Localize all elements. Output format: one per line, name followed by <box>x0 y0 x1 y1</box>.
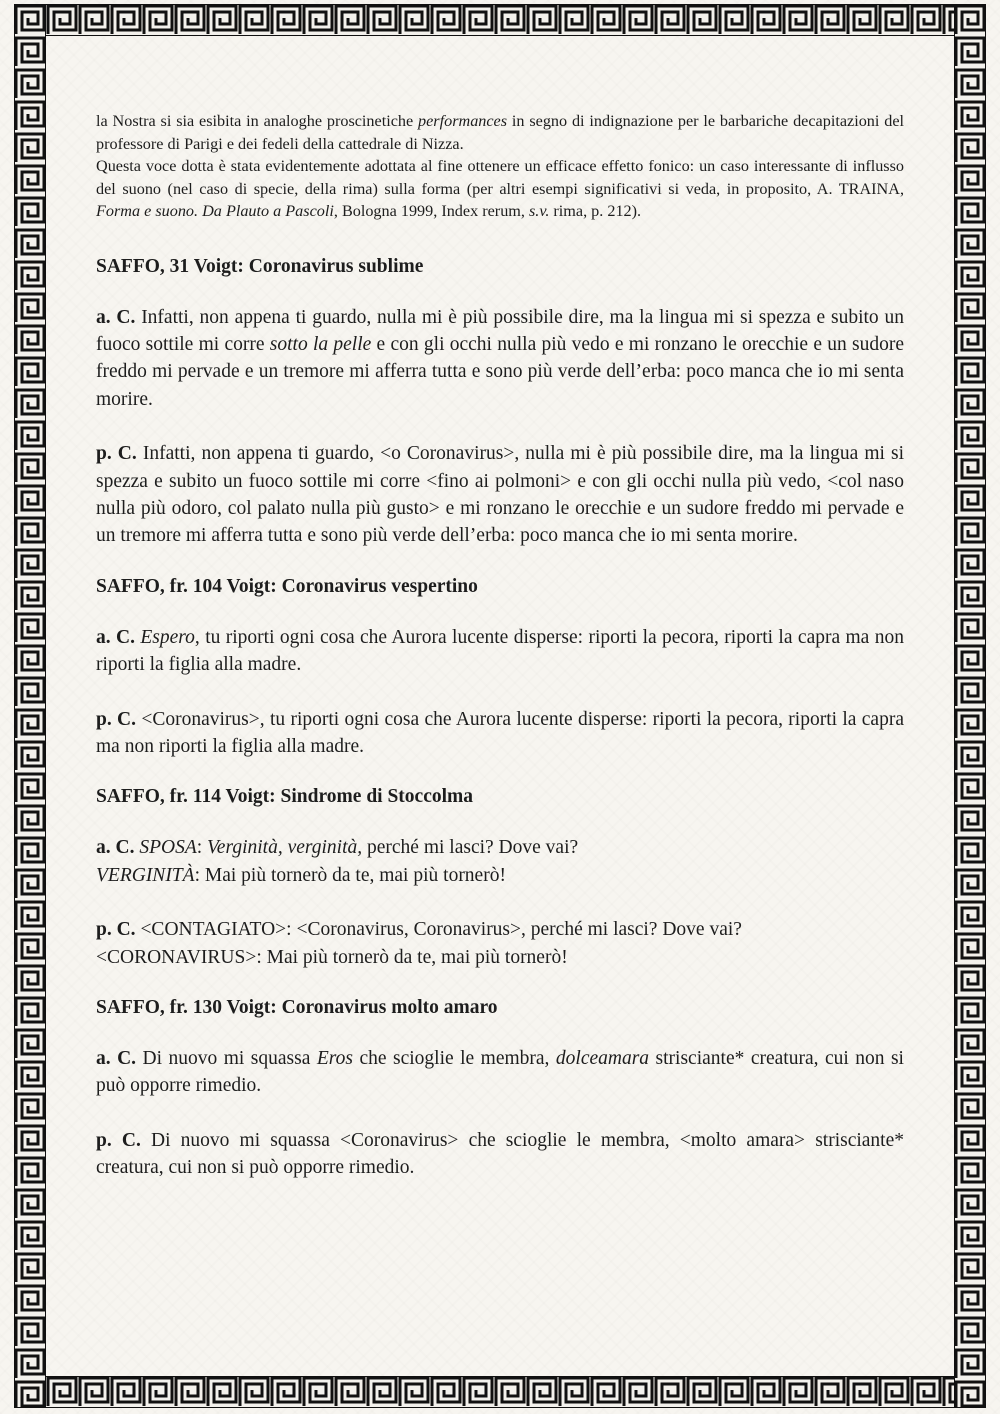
section-heading-saffo-31: SAFFO, 31 Voigt: Coronavirus sublime <box>96 255 424 277</box>
ante-covid-text-104: a. C. Espero, tu riporti ogni cosa che Aurora lucente disperse: riporti la pecora, riporti la capra ma non riporti la figlia alla madre. <box>96 626 904 676</box>
section-heading-saffo-104: SAFFO, fr. 104 Voigt: Coronavirus vespertino <box>96 575 478 597</box>
ante-covid-text-31: a. C. Infatti, non appena ti guardo, nulla mi è più possibile dire, ma la lingua mi si spezza e subito un fuoco sottile mi corre sotto la pelle e con gli occhi nulla più vedo e mi ronzano le orecchie e un sudore freddo mi pervade e un tremore mi afferra tutta e sono più verde dell’erba: poco manca che io mi senta morire. <box>96 306 904 410</box>
section-heading-saffo-114: SAFFO, fr. 114 Voigt: Sindrome di Stoccolma <box>96 786 474 808</box>
post-covid-text-104: p. C. <Coronavirus>, tu riporti ogni cosa che Aurora lucente disperse: riporti la pecora, riporti la capra ma non riporti la figlia alla madre. <box>96 708 904 757</box>
ante-covid-text-114: a. C. SPOSA: Verginità, verginità, perché mi lasci? Dove vai? VERGINITÀ: Mai più tornerò da te, mai più tornerò! <box>96 837 579 886</box>
section-heading-saffo-130: SAFFO, fr. 130 Voigt: Coronavirus molto amaro <box>96 997 498 1018</box>
greek-key-border-left <box>14 4 46 1408</box>
footnote-paragraph-1: la Nostra si sia esibita in analoghe proscinetiche performances in segno di indignazione per le barbariche decapitazioni del professore di Parigi e dei fedeli della cattedrale di Nizza. <box>96 112 905 153</box>
post-covid-text-114: p. C. <CONTAGIATO>: <Coronavirus, Coronavirus>, perché mi lasci? Dove vai? <CORONAVIRUS>: Mai più tornerò da te, mai più tornerò! <box>96 919 742 968</box>
document-body <box>96 110 904 1182</box>
footnote-continuation <box>96 110 904 223</box>
greek-key-border-top <box>14 4 986 36</box>
ante-covid-text-130: a. C. Di nuovo mi squassa Eros che scioglie le membra, dolceamara strisciante* creatura, cui non si può opporre rimedio. <box>96 1048 904 1097</box>
post-covid-text-130: p. C. Di nuovo mi squassa <Coronavirus> che scioglie le membra, <molto amara> strisciante* creatura, cui non si può opporre rimedio. <box>96 1129 904 1179</box>
greek-key-border-bottom <box>14 1376 986 1408</box>
footnote-paragraph-2: Questa voce dotta è stata evidentemente adottata al fine ottenere un efficace effetto fonico: un caso interessante di influsso del suono (nel caso di specie, della rima) sulla forma (per altri esempi significativi si veda, in proposito, A. TRAINA, Forma e suono. Da Plauto a Pascoli, Bologna 1999, Index rerum, s.v. rima, p. 212). <box>96 157 904 220</box>
greek-key-border-right <box>954 4 986 1408</box>
post-covid-text-31: p. C. Infatti, non appena ti guardo, <o Coronavirus>, nulla mi è più possibile dire, ma la lingua mi si spezza e subito un fuoco sottile mi corre <fino ai polmoni> e con gli occhi nulla più vedo, <col naso nulla più odoro, col palato nulla più gusto> e mi ronzano le orecchie e un sudore freddo mi pervade e un tremore mi afferra tutta e sono più verde dell’erba: poco manca che io mi senta morire. <box>96 443 904 547</box>
